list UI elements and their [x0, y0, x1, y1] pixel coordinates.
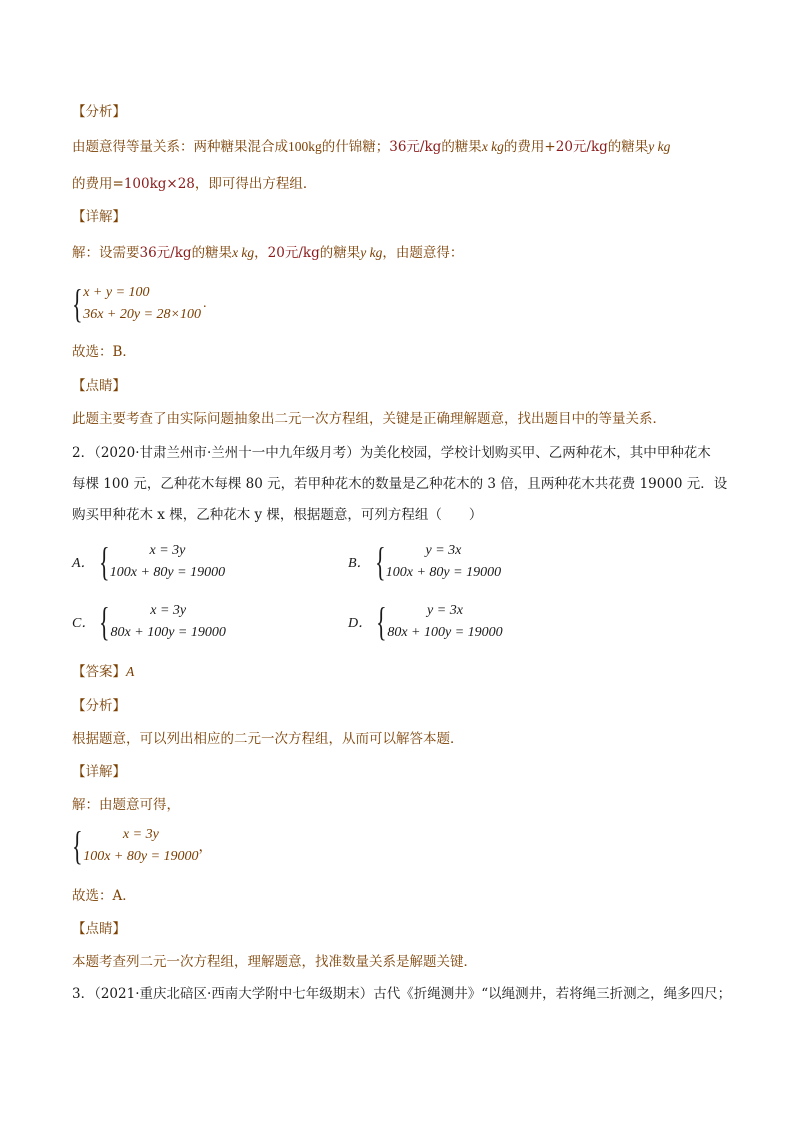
comment-heading-2: 【点睛】	[72, 921, 126, 937]
option-c[interactable]: C． { x = 3y 80x + 100y = 19000	[72, 599, 226, 644]
left-brace-icon: {	[72, 823, 83, 868]
question-2-stem-line-1: 2．（2020·甘肃兰州市·兰州十一中九年级月考）为美化校园，学校计划购买甲、乙两种花木，其中甲种花木	[72, 445, 711, 461]
equation-system-1: { x + y = 100 36x + 20y = 28×100 .	[72, 281, 207, 326]
comment-text-2: 本题考查列二元一次方程组，理解题意，找准数量关系是解题关键．	[72, 954, 477, 970]
comment-heading: 【点睛】	[72, 378, 126, 394]
answer-choice-line: 故选：B．	[72, 344, 136, 360]
option-b[interactable]: B． { y = 3x 100x + 80y = 19000	[348, 539, 502, 584]
option-d[interactable]: D． { y = 3x 80x + 100y = 19000	[348, 599, 503, 644]
equation-row: x + y = 100	[83, 285, 150, 300]
analysis-line-1: 由题意得等量关系：两种糖果混合成100kg的什锦糖；36元/kg的糖果x kg的费用+20元/kg的糖果y kg	[72, 139, 671, 155]
answer-line: 【答案】A	[72, 664, 135, 680]
equation-row: 36x + 20y = 28×100	[83, 307, 201, 322]
left-brace-icon: {	[98, 539, 110, 584]
left-brace-icon: {	[374, 539, 386, 584]
question-2-stem-line-2: 每棵 100 元，乙种花木每棵 80 元，若甲种花木的数量是乙种花木的 3 倍，且两种花木共花费 19000 元．设	[72, 476, 728, 492]
detail-heading: 【详解】	[72, 209, 126, 225]
equation-row: 100x + 80y = 19000	[83, 849, 199, 864]
question-2-stem-line-3: 购买甲种花木 x 棵，乙种花木 y 棵，根据题意，可列方程组（ ）	[72, 507, 483, 523]
analysis-line-2: 的费用=100kg×28，即可得出方程组．	[72, 176, 317, 192]
equation-system-2: { x = 3y 100x + 80y = 19000 ，	[72, 823, 213, 868]
question-3-stem-line-1: 3．（2021·重庆北碚区·西南大学附中七年级期末）古代《折绳测井》“以绳测井，若将绳三折测之，绳多四尺；	[72, 986, 732, 1002]
detail-line-1: 解：设需要36元/kg的糖果x kg，20元/kg的糖果y kg，由题意得：	[72, 245, 464, 261]
analysis-heading: 【分析】	[72, 104, 126, 120]
analysis-heading-2: 【分析】	[72, 698, 126, 714]
left-brace-icon: {	[72, 281, 83, 326]
left-brace-icon: {	[376, 599, 387, 644]
analysis-text-2: 根据题意，可以列出相应的二元一次方程组，从而可以解答本题．	[72, 731, 464, 747]
detail-text-2: 解：由题意可得，	[72, 797, 180, 813]
answer-choice-line-2: 故选：A．	[72, 888, 136, 904]
option-a[interactable]: A． { x = 3y 100x + 80y = 19000	[72, 539, 226, 584]
detail-heading-2: 【详解】	[72, 764, 126, 780]
comment-text: 此题主要考查了由实际问题抽象出二元一次方程组，关键是正确理解题意，找出题目中的等量关系．	[72, 411, 666, 427]
left-brace-icon: {	[99, 599, 110, 644]
equation-row: x = 3y	[122, 827, 159, 842]
